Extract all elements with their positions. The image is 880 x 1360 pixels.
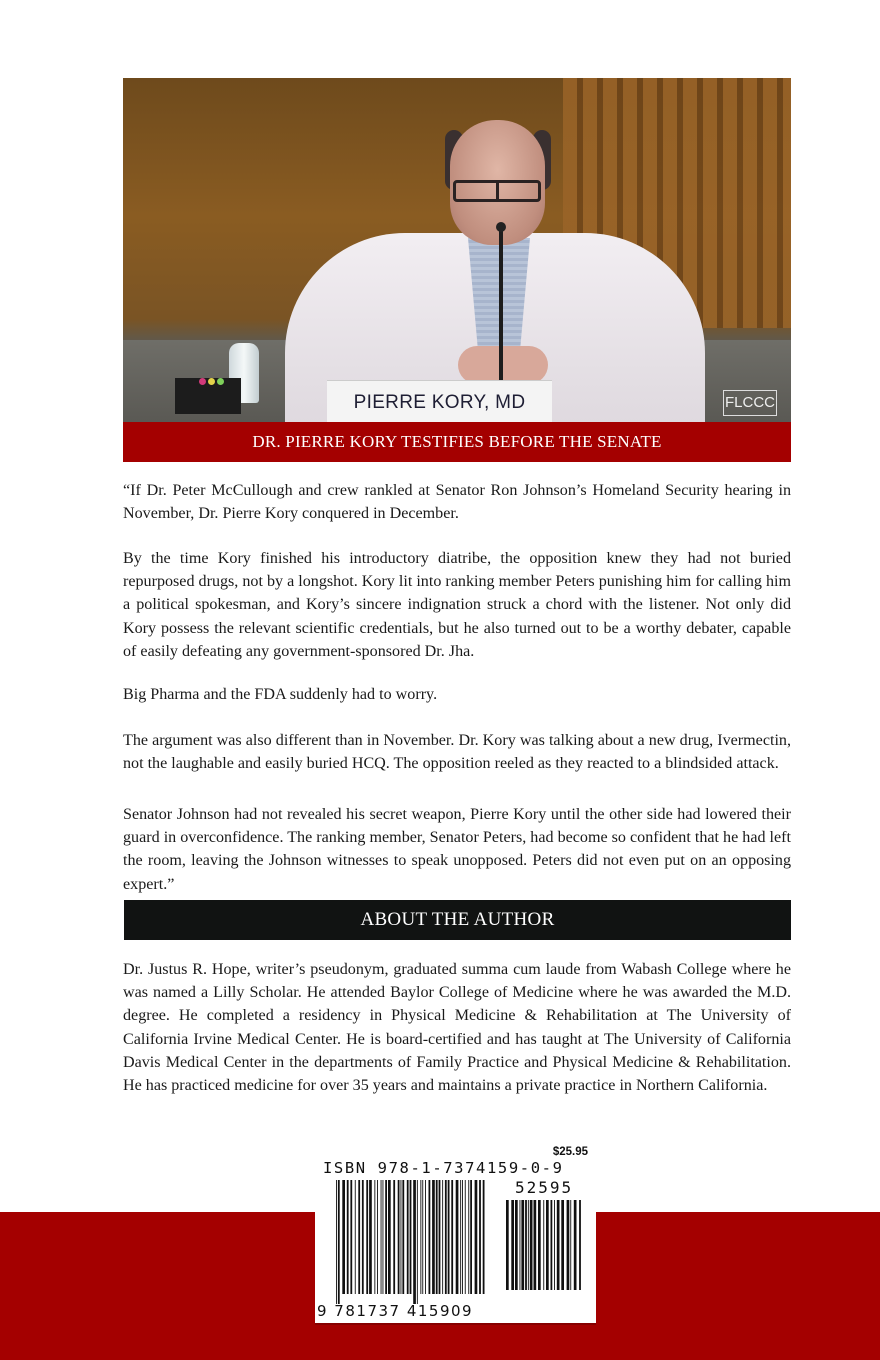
barcode-bar (456, 1180, 459, 1294)
barcode-bar (462, 1180, 463, 1294)
barcode-bar (515, 1200, 518, 1290)
barcode-bar (451, 1180, 453, 1294)
barcode-bar (374, 1180, 375, 1294)
barcode-bar (530, 1200, 533, 1290)
barcode-bar (420, 1180, 421, 1294)
barcode-bar (538, 1200, 541, 1290)
barcode-bar (543, 1200, 544, 1290)
barcode-bar (369, 1180, 372, 1294)
barcode-bar (342, 1180, 345, 1294)
microphone-icon (499, 226, 503, 388)
barcode-bar (546, 1200, 549, 1290)
barcode-bar (520, 1200, 521, 1290)
flccc-logo: FLCCC (723, 390, 777, 416)
barcode-bar (439, 1180, 441, 1294)
excerpt-paragraph-2: By the time Kory finished his introductory diatribe, the opposition knew they had not buried repurposed drugs, not by a longshot. Kory lit into ranking member Peters punishing him for calling him a political spokesman, and Kory’s sincere indignation struck a chord with the listener. Not only did Kory possess the relevant scientific credentials, but he also turned out to be a worthy debater, capable of easily defeating any government-sponsored Dr. Jha. (123, 550, 791, 660)
barcode-bar (528, 1200, 529, 1290)
barcode-bar (377, 1180, 378, 1294)
barcode-bar (574, 1200, 577, 1290)
barcode-bar (401, 1180, 402, 1294)
barcode-label (315, 1142, 596, 1323)
nameplate: PIERRE KORY, MD (327, 380, 552, 422)
barcode-bar (388, 1180, 391, 1294)
barcode-bar (470, 1180, 472, 1294)
barcode-bar (407, 1180, 409, 1294)
barcode-bar (448, 1180, 450, 1294)
barcode-bar (479, 1180, 481, 1294)
barcode-bar (525, 1200, 527, 1290)
barcode-bar (442, 1180, 443, 1294)
barcode-bar (383, 1180, 384, 1294)
barcode-bar (432, 1180, 435, 1294)
barcode-bar (350, 1180, 352, 1294)
barcode-bar (511, 1200, 514, 1290)
barcode-bar (410, 1180, 412, 1294)
barcode-bar (338, 1180, 340, 1304)
barcode-bar (398, 1180, 400, 1294)
excerpt-paragraph-3: Big Pharma and the FDA suddenly had to worry. (123, 686, 438, 703)
photo-caption: DR. PIERRE KORY TESTIFIES BEFORE THE SENATE (123, 422, 791, 462)
barcode-bar (465, 1180, 466, 1294)
barcode-bar (551, 1200, 553, 1290)
barcode-bar (336, 1180, 337, 1304)
barcode-bar (436, 1180, 438, 1294)
clasped-hands (458, 346, 548, 384)
barcode-bar (355, 1180, 356, 1294)
barcode-bar (567, 1200, 570, 1290)
price-addon-digits: 52595 (515, 1178, 574, 1197)
excerpt-paragraph-1: “If Dr. Peter McCullough and crew rankled at Senator Ron Johnson’s Homeland Security hearing in November, Dr. Pierre Kory conquered in December. (123, 482, 791, 523)
barcode-bar (425, 1180, 426, 1294)
barcode-bar (347, 1180, 349, 1294)
barcode-bar (385, 1180, 387, 1294)
barcode-bar (579, 1200, 581, 1290)
author-bio: Dr. Justus R. Hope, writer’s pseudonym, graduated summa cum laude from Wabash College where he was named a Lilly Scholar. He attended Baylor College of Medicine where he was awarded the M.D. degree. He completed a residency in Physical Medicine & Rehabilitation at The University of California Irvine Medical Center. He is board-certified and has taught at The University of California Davis Medical Center in the departments of Family Practice and Physical Medicine & Rehabilitation. He has practiced medicine for over 35 years and maintains a private practice in Northern California. (123, 961, 791, 1095)
barcode-bar (402, 1180, 404, 1294)
addon-barcode-bars (505, 1200, 585, 1300)
barcode-bar (413, 1180, 416, 1304)
barcode-bar (554, 1200, 555, 1290)
excerpt-paragraph-4: The argument was also different than in November. Dr. Kory was talking about a new drug, Ivermectin, not the laughable and easily buried HCQ. The opposition reeled as they reacted to a blindsided attack. (123, 732, 791, 773)
barcode-bar (475, 1180, 478, 1294)
barcode-bar (358, 1180, 360, 1294)
excerpt-paragraph-5: Senator Johnson had not revealed his secret weapon, Pierre Kory until the other side had lowered their guard in overconfidence. The ranking member, Senator Peters, had become so confident that he had left the room, leaving the Johnson witnesses to speak unopposed. Peters did not even put on an opposing expert.” (123, 806, 791, 893)
barcode-bar (468, 1180, 469, 1294)
cover-photo (123, 78, 791, 422)
barcode-bar (422, 1180, 423, 1294)
barcode-bar (417, 1180, 418, 1304)
indicator-lights (199, 372, 239, 382)
isbn-text: ISBN 978-1-7374159-0-9 (323, 1159, 564, 1177)
barcode-bar (429, 1180, 431, 1294)
barcode-bar (557, 1200, 560, 1290)
barcode-bar (506, 1200, 509, 1290)
barcode-bar (570, 1200, 571, 1290)
price: $25.95 (552, 1146, 588, 1158)
ean-digits: 9 781737 415909 (317, 1302, 474, 1320)
barcode-bar (521, 1200, 524, 1290)
barcode-bar (366, 1180, 368, 1294)
barcode-bar (534, 1200, 537, 1290)
barcode-bar (460, 1180, 461, 1294)
barcode-bar (561, 1200, 564, 1290)
barcode-bar (445, 1180, 447, 1294)
barcode-bar (393, 1180, 395, 1294)
ean-barcode-bars (335, 1180, 485, 1304)
barcode-bar (381, 1180, 382, 1294)
glasses (453, 180, 541, 202)
about-author-heading: ABOUT THE AUTHOR (124, 900, 791, 940)
barcode-bar (483, 1180, 485, 1294)
barcode-bar (362, 1180, 364, 1294)
